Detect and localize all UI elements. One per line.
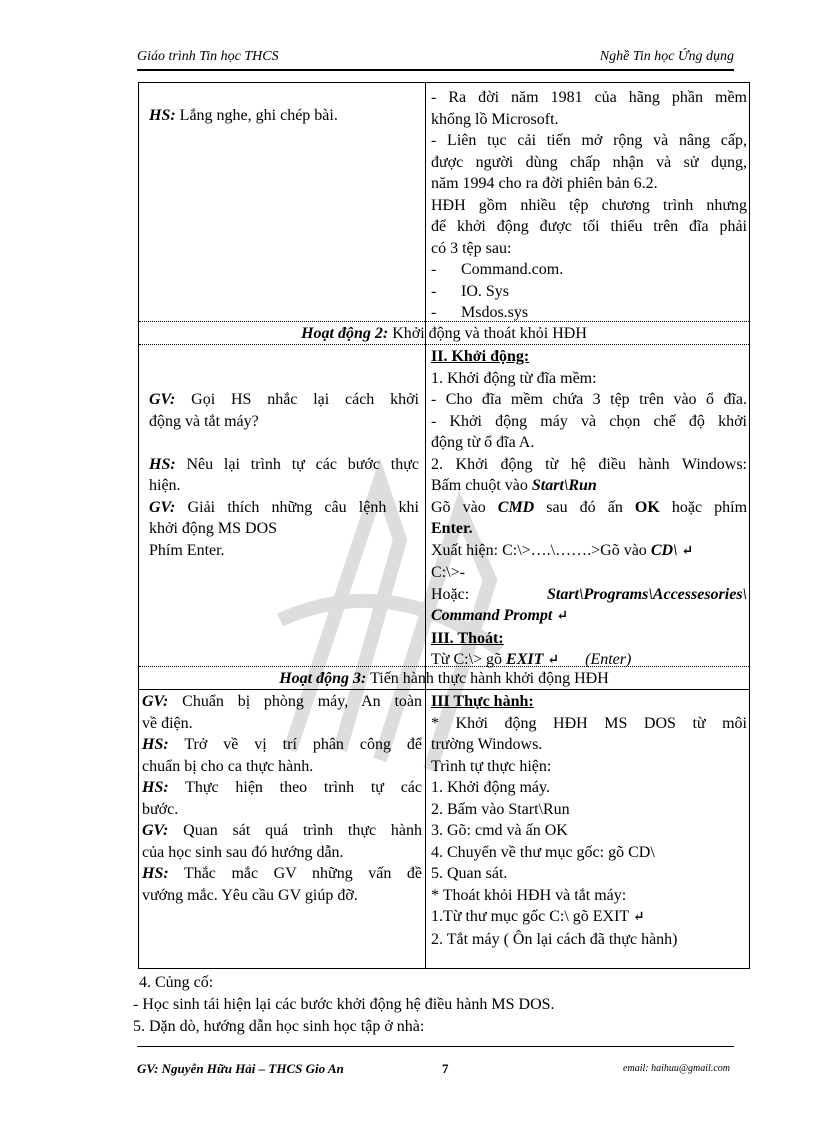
- band-activity-2: Hoạt động 2: Khởi động và thoát khỏi HĐH: [301, 325, 587, 342]
- s2-heading: II. Khởi động:: [431, 348, 530, 365]
- divider: [139, 321, 749, 322]
- s1-r5: HĐH gồm nhiều tệp chương trình nhưng: [431, 196, 747, 214]
- s1-file-1: - IO. Sys: [431, 282, 510, 300]
- footer-email: email: haihuu@gmail.com: [623, 1063, 730, 1074]
- s1-file-0: - Command.com.: [431, 261, 564, 278]
- page-footer: [137, 1046, 734, 1076]
- s1-file-2: - Msdos.sys: [431, 304, 529, 321]
- s3-right: III Thực hành: * Khởi động HĐH MS DOS từ môi trường Windows. Trình tự thực hiện: 1. Khởi động máy. 2. Bấm vào Start\Run 3. Gõ: cmd và ấn OK 4. Chuyển về thư mục gốc: gõ CD\ 5. Quan sát. * Thoát khỏi HĐH và tắt máy: 1.Từ thư mục gốc C:\ gõ EXIT ↵ 2. Tắt máy ( Ôn lại cách đã thực hành): [431, 693, 747, 948]
- s1-r2: - Liên tục cải tiến mở rộng và nâng cấp,: [431, 132, 747, 149]
- s1-hs-text: Lắng nghe, ghi chép bài.: [175, 107, 338, 124]
- s1-r6: để khởi động được tối thiểu trên đĩa phải: [431, 218, 747, 235]
- band-activity-3: Hoạt động 3: Tiến hành thực hành khởi động HĐH: [279, 670, 609, 687]
- page-number: 7: [442, 1061, 449, 1076]
- s2-left: GV: Gọi HS nhắc lại cách khởi động và tắt máy? HS: Nêu lại trình tự các bước thực hiện. GV: Giải thích những câu lệnh khi khởi động MS DOS Phím Enter.: [149, 391, 419, 559]
- header-left: Giáo trình Tin học THCS: [137, 49, 279, 64]
- s1-r1: khổng lồ Microsoft.: [431, 110, 559, 128]
- after-table-notes: 4. Củng cố: - Học sinh tái hiện lại các bước khởi động hệ điều hành MS DOS. 5. Dặn dò, hướng dẫn học sinh học tập ở nhà:: [133, 974, 555, 1035]
- s1-r7: có 3 tệp sau:: [431, 239, 512, 257]
- page-header: [137, 47, 734, 71]
- divider: [139, 666, 749, 667]
- s1-r4: năm 1994 cho ra đời phiên bản 6.2.: [431, 175, 658, 192]
- s1-r3: được người dùng chấp nhận và sử dụng,: [431, 153, 747, 171]
- footer-author: GV: Nguyễn Hữu Hải – THCS Gio An: [137, 1061, 344, 1076]
- s3-left: GV: Chuẩn bị phòng máy, An toàn về điện. HS: Trở về vị trí phân công để chuẩn bị cho ca thực hành. HS: Thực hiện theo trình tự các bước. GV: Quan sát quá trình thực hành của học sinh sau đó hướng dẫn. HS: Thắc mắc GV những vấn đề vướng mắc. Yêu cầu GV giúp đỡ.: [142, 693, 422, 904]
- column-divider: [425, 83, 426, 968]
- divider: [139, 344, 749, 345]
- s3-heading: III Thực hành:: [431, 693, 534, 710]
- lesson-table: [138, 82, 750, 969]
- s1-left: [149, 105, 419, 127]
- s1-hs-label: HS:: [149, 107, 176, 124]
- s2-right: II. Khởi động: 1. Khởi động từ đĩa mềm: - Cho đĩa mềm chứa 3 tệp trên vào ổ đĩa. - Khởi động máy và chọn chế độ khởi động từ ổ đĩa A. 2. Khởi động từ hệ điều hành Windows: Bấm chuột vào Start\Run Gõ vào CMD sau đó ấn OK hoặc phím Enter. Xuất hiện: C:\>….\…….>Gõ vào CD\ ↵ C:\>- Hoặc: Start\Programs\Accessesories\ Command Prompt ↵ III. Thoát: Từ C:\> gõ EXIT ↵ (Enter): [431, 348, 748, 668]
- s1-r0: - Ra đời năm 1981 của hãng phần mềm: [431, 89, 747, 106]
- header-right: Nghề Tin học Ứng dụng: [599, 49, 734, 64]
- s2-heading-exit: III. Thoát:: [431, 629, 504, 647]
- s1-right: [431, 87, 747, 324]
- divider: [139, 689, 749, 690]
